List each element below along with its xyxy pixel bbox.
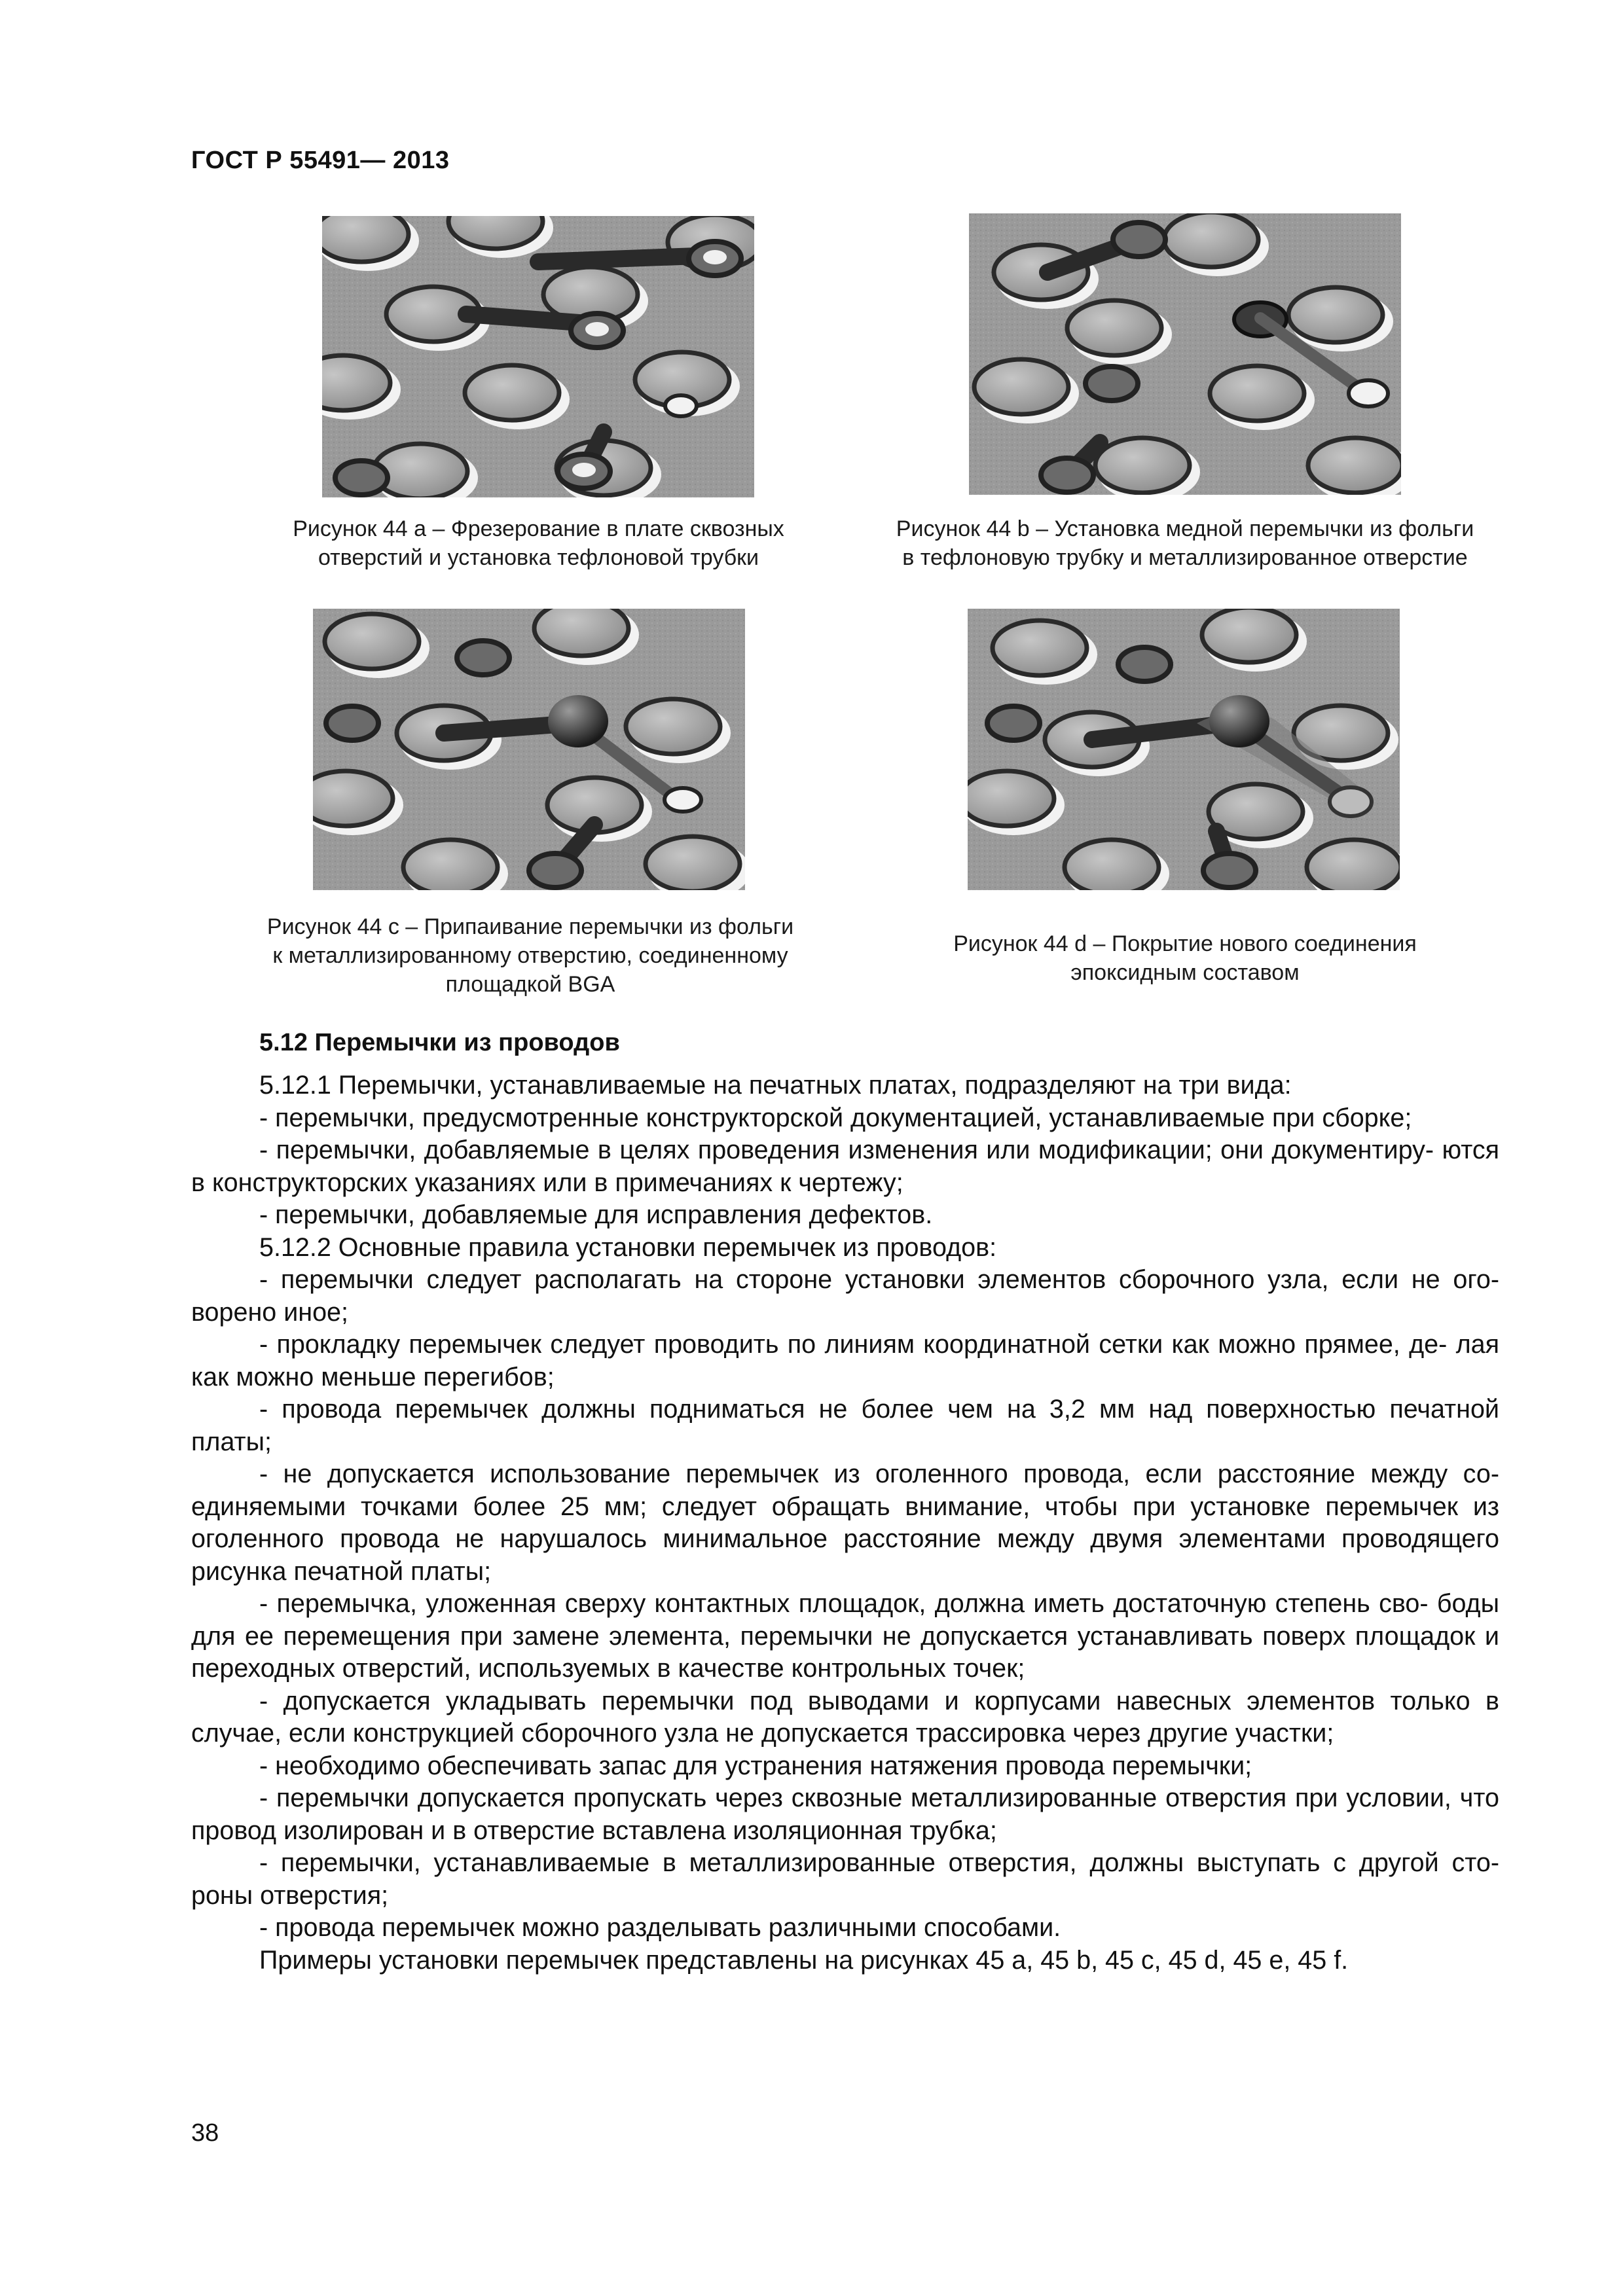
list-item: - перемычка, уложенная сверху контактных площадок, должна иметь достаточную степень сво- боды для ее перемещения при замене элемента, перемычки не допускается устанавливать поверх площадок и переходных отверстий, используемых в качестве контрольных точек; [191, 1589, 1499, 1683]
section-title: 5.12 Перемычки из проводов [259, 1029, 620, 1056]
figure-44a-image [322, 216, 754, 497]
paragraph: 5.12.1 Перемычки, устанавливаемые на печатных платах, подразделяют на три вида: [259, 1071, 1292, 1100]
figure-44c-caption: Рисунок 44 с – Припаивание перемычки из фольги к металлизированному отверстию, соединенному площадкой BGA [266, 914, 794, 997]
figure-44d-image [968, 609, 1400, 890]
figure-44b-image [969, 213, 1401, 495]
list-item: - провода перемычек должны подниматься не более чем на 3,2 мм над поверхностью печатной платы; [191, 1395, 1499, 1456]
list-item: - не допускается использование перемычек из оголенного провода, если расстояние между со- единяемыми точками более 25 мм; следует обращать внимание, чтобы при установке перемычек из оголенного провода не нарушалось минимальное расстояние между двумя элементами проводящего рисунка печатной платы; [191, 1460, 1499, 1586]
list-item: - провода перемычек можно разделывать различными способами. [259, 1913, 1061, 1942]
list-item: - перемычки, предусмотренные конструкторской документацией, устанавливаемые при сборке; [259, 1103, 1412, 1132]
document-header: ГОСТ Р 55491— 2013 [191, 147, 450, 174]
paragraph: 5.12.2 Основные правила установки перемычек из проводов: [259, 1232, 997, 1262]
figure-44c-image [313, 609, 745, 890]
list-item: - прокладку перемычек следует проводить по линиям координатной сетки как можно прямее, де- лая как можно меньше перегибов; [191, 1330, 1499, 1391]
figure-44b-caption: Рисунок 44 b – Установка медной перемычки из фольги в тефлоновую трубку и металлизированное отверстие [896, 516, 1474, 570]
list-item: - перемычки допускается пропускать через сквозные металлизированные отверстия при условии, что провод изолирован и в отверстие вставлена изоляционная трубка; [191, 1784, 1499, 1845]
list-item: - необходимо обеспечивать запас для устранения натяжения провода перемычки; [259, 1751, 1252, 1780]
list-item: - перемычки, добавляемые для исправления дефектов. [259, 1200, 933, 1229]
list-item: - допускается укладывать перемычки под выводами и корпусами навесных элементов только в случае, если конструкцией сборочного узла не допускается трассировка через другие участки; [191, 1686, 1499, 1748]
body-text [191, 1069, 1499, 1977]
list-item: - перемычки следует располагать на стороне установки элементов сборочного узла, если не ого- ворено иное; [191, 1265, 1499, 1327]
page-number: 38 [191, 2119, 219, 2147]
list-item: - перемычки, добавляемые в целях проведения изменения или модификации; они документиру- ются в конструкторских указаниях или в примечаниях к чертежу; [191, 1136, 1499, 1197]
figure-44a-caption: Рисунок 44 а – Фрезерование в плате сквозных отверстий и установка тефлоновой трубки [293, 516, 784, 570]
list-item: - перемычки, устанавливаемые в металлизированные отверстия, должны выступать с другой сто- роны отверстия; [191, 1848, 1499, 1910]
paragraph: Примеры установки перемычек представлены на рисунках 45 а, 45 b, 45 с, 45 d, 45 е, 45 f. [259, 1945, 1349, 1975]
figure-44d-caption: Рисунок 44 d – Покрытие нового соединения эпоксидным составом [953, 931, 1417, 985]
